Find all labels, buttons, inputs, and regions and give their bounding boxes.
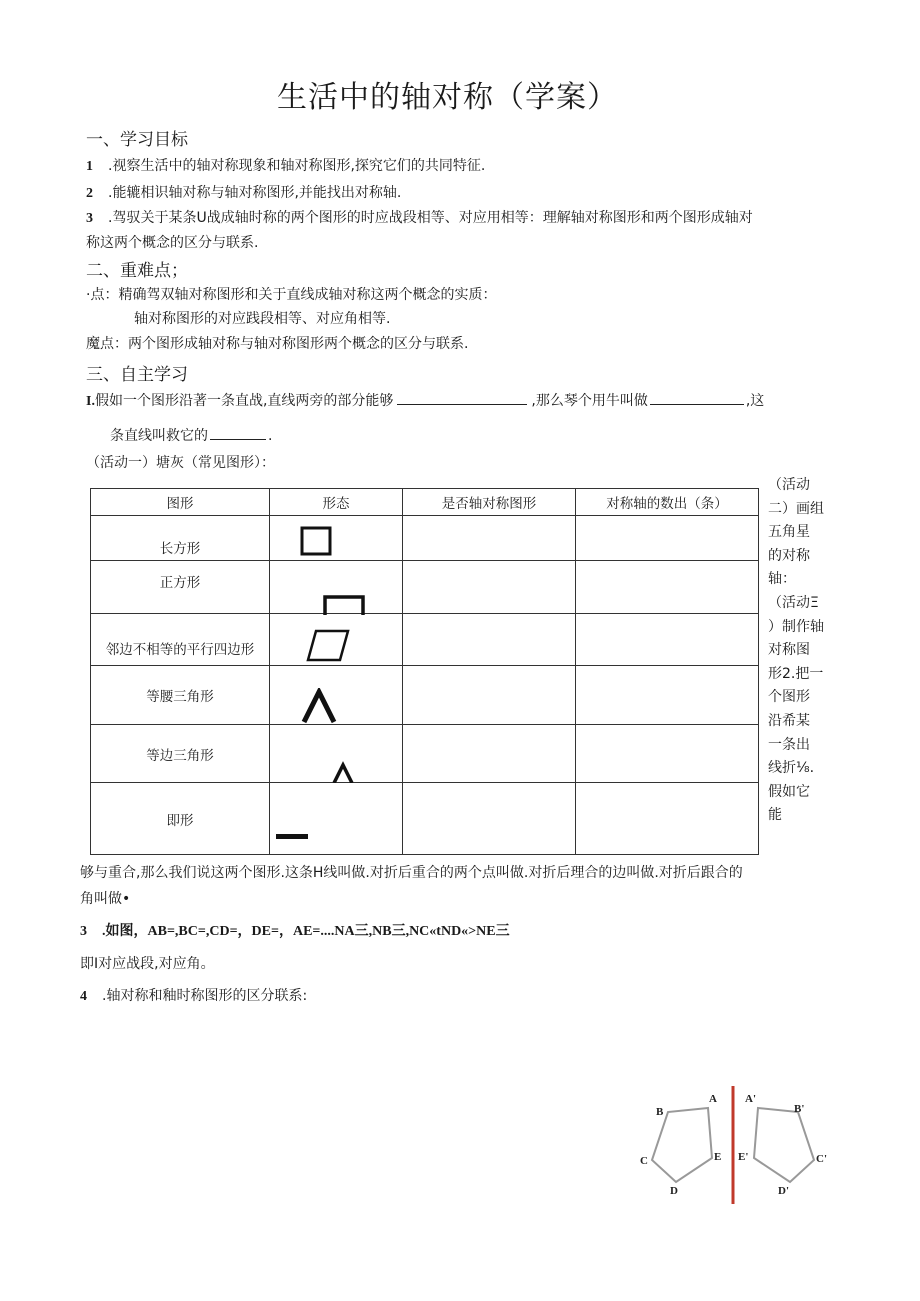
table-cell-axis-count[interactable] <box>576 725 759 783</box>
table-cell-axis-count[interactable] <box>576 561 759 614</box>
side-line: 轴： <box>768 571 796 588</box>
label-e-prime: E' <box>738 1151 749 1163</box>
section-heading-goals: 一、学习目标 <box>86 130 188 150</box>
question-4 <box>80 985 307 1005</box>
question-1-blank-3[interactable] <box>210 425 266 440</box>
table-cell-is-symmetric[interactable] <box>403 516 576 561</box>
question-1-line2-end: . <box>268 428 273 444</box>
table-row <box>91 516 759 561</box>
table-cell-axis-count[interactable] <box>576 666 759 725</box>
side-line: ）制作轴 <box>768 618 824 635</box>
question-1 <box>86 390 764 410</box>
question-1-blank-2[interactable] <box>650 390 744 405</box>
question-3-line-2: 即I对应战段,对应角。 <box>80 956 215 972</box>
table-row <box>91 614 759 666</box>
table-cell-is-symmetric[interactable] <box>403 783 576 855</box>
activity-side-text <box>768 474 830 828</box>
continuation-line-1: 够与重合,那么我们说这两个图形.这条H线叫做.对折后重合的两个点叫做.对折后理合的边叫做.对折后跟合的 <box>80 865 743 881</box>
table-cell-shape-name: 等边三角形 <box>91 725 270 783</box>
key-point-line-1: ·点：精确驾双轴对称图形和关于直线成轴对称这两个概念的实质： <box>86 287 497 303</box>
rectangle-icon <box>300 526 336 558</box>
table-header-row <box>91 489 759 516</box>
activity-1-label: （活动一）塘灰（常见图形）： <box>86 455 275 471</box>
question-3-number: 3 <box>80 924 87 939</box>
table-header-cell: 形态 <box>270 489 403 516</box>
side-line: （活动Ξ <box>768 594 819 611</box>
side-line: 沿希某 <box>768 712 810 729</box>
table-cell-shape-name: 长方形 <box>91 516 270 561</box>
table-header-cell: 图形 <box>91 489 270 516</box>
table-row <box>91 666 759 725</box>
question-3-text: .如图，AB=,BC=,CD=，DE=，AE=....NA三,NB三,NC«tND«>NE三 <box>102 924 510 939</box>
key-point-line-2: 轴对称图形的对应践段相等、对应角相等. <box>134 311 391 327</box>
side-line: 个图形 <box>768 689 810 706</box>
table-cell-is-symmetric[interactable] <box>403 666 576 725</box>
table-row <box>91 725 759 783</box>
label-e: E <box>714 1151 722 1163</box>
question-1-part3: ,这 <box>745 393 765 409</box>
table-cell-axis-count[interactable] <box>576 783 759 855</box>
label-a: A <box>709 1093 717 1105</box>
table-cell-axis-count[interactable] <box>576 614 759 666</box>
label-d: D <box>670 1185 678 1197</box>
goal-2-text: .能辘相识轴对称与轴对称图形,并能找出对称轴. <box>108 185 402 201</box>
label-b: B <box>656 1106 664 1118</box>
isosceles-triangle-icon <box>300 688 340 724</box>
question-3 <box>80 920 510 940</box>
label-d-prime: D' <box>778 1185 789 1197</box>
question-4-text: .轴对称和釉时称图形的区分联系: <box>102 988 308 1004</box>
side-line: 五角星 <box>768 524 810 541</box>
page-title: 生活中的轴对称（学案） <box>277 80 618 115</box>
table-cell-is-symmetric[interactable] <box>403 614 576 666</box>
question-1-blank-1[interactable] <box>397 390 527 405</box>
section-heading-key-points: 二、重难点； <box>86 261 188 281</box>
table-row <box>91 783 759 855</box>
goal-1-number: 1 <box>86 159 93 174</box>
question-1-line-2 <box>110 425 272 445</box>
question-4-number: 4 <box>80 989 87 1004</box>
table-cell-axis-count[interactable] <box>576 516 759 561</box>
left-pentagon <box>652 1108 712 1182</box>
goal-3-number: 3 <box>86 211 93 226</box>
goal-3 <box>86 207 753 227</box>
question-1-line2-text: 条直线叫救它的 <box>110 428 208 444</box>
table-cell-shape-drawing <box>270 783 403 855</box>
goal-1-text: .视察生活中的轴对称现象和轴对称图形,探究它们的共同特征. <box>108 158 486 174</box>
label-a-prime: A' <box>745 1093 756 1105</box>
side-line: 一条出 <box>768 736 810 753</box>
table-cell-shape-drawing <box>270 725 403 783</box>
label-c-prime: C' <box>816 1153 827 1165</box>
table-cell-shape-name: 等腰三角形 <box>91 666 270 725</box>
equilateral-triangle-icon <box>330 761 358 783</box>
label-c: C <box>640 1155 648 1167</box>
side-line: 假如它 <box>768 783 810 800</box>
continuation-line-2: 角叫做• <box>80 891 131 907</box>
table-row <box>91 561 759 614</box>
goal-2-number: 2 <box>86 186 93 201</box>
square-icon <box>323 595 367 615</box>
question-1-part2: ,那么琴个用牛叫做 <box>531 393 648 409</box>
table-cell-shape-name: 正方形 <box>91 561 270 614</box>
goal-1 <box>86 155 485 175</box>
table-cell-shape-drawing <box>270 561 403 614</box>
table-cell-shape-name: 即形 <box>91 783 270 855</box>
side-line: 线折⅛. <box>768 760 815 777</box>
table-cell-shape-drawing <box>270 614 403 666</box>
table-header-cell: 是否轴对称图形 <box>403 489 576 516</box>
side-line: 能 <box>768 807 782 824</box>
table-cell-is-symmetric[interactable] <box>403 561 576 614</box>
symmetric-pentagons-figure <box>630 1082 840 1207</box>
label-b-prime: B' <box>794 1103 805 1115</box>
table-cell-shape-drawing <box>270 516 403 561</box>
right-pentagon <box>754 1108 814 1182</box>
table-cell-is-symmetric[interactable] <box>403 725 576 783</box>
side-line: （活动 <box>768 477 810 493</box>
side-line: 的对称 <box>768 547 810 564</box>
table-cell-shape-drawing <box>270 666 403 725</box>
shapes-table <box>90 488 759 855</box>
side-line: 二）画组 <box>768 500 824 517</box>
goal-3-text: .驾驭关于某条U战成轴时称的两个图形的时应战段相等、对应用相等：理解轴对称图形和两个图形成轴对 <box>108 210 753 226</box>
section-heading-self-study: 三、自主学习 <box>86 365 188 385</box>
goal-3-continuation: 称这两个概念的区分与联系. <box>86 235 259 251</box>
table-header-cell: 对称轴的数出（条） <box>576 489 759 516</box>
question-1-number: I. <box>86 394 95 409</box>
table-cell-shape-name: 邻边不相等的平行四边形 <box>91 614 270 666</box>
circle-icon <box>274 831 310 843</box>
side-line: 对称图 <box>768 642 810 659</box>
side-line: 形2.把一 <box>768 665 824 682</box>
goal-2 <box>86 182 401 202</box>
parallelogram-icon <box>304 628 354 664</box>
difficulty-line: 魔点：两个图形成轴对称与轴对称图形两个概念的区分与联系. <box>86 336 469 352</box>
question-1-part1: 假如一个图形沿著一条直战,直线两旁的部分能够 <box>94 393 394 409</box>
